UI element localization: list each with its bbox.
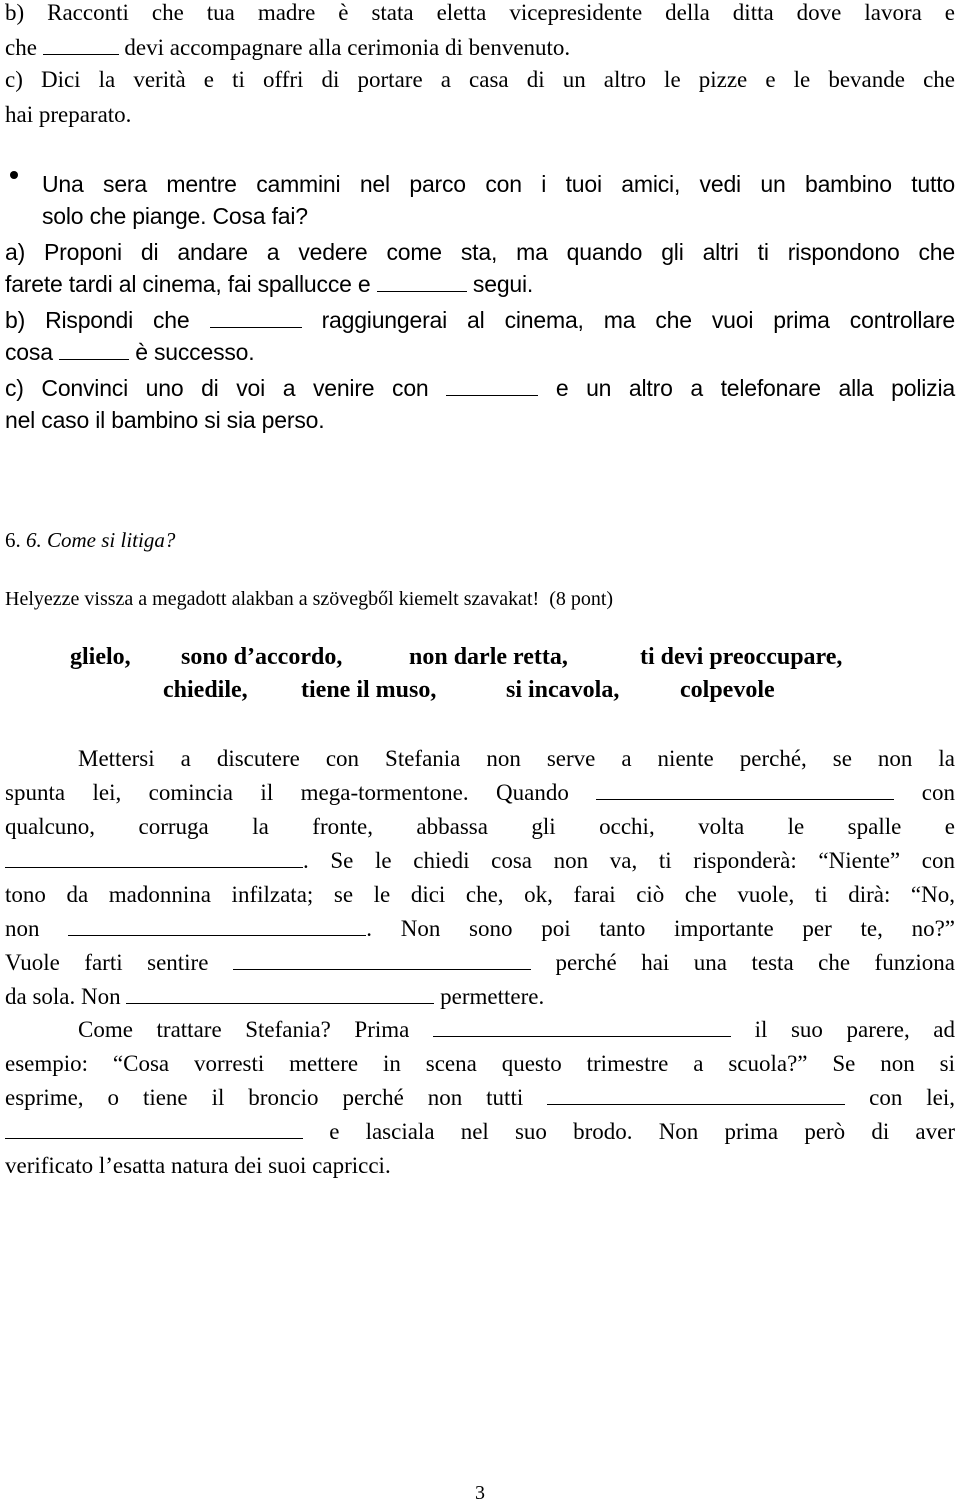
blank xyxy=(433,1014,731,1037)
text-line: spunta lei, comincia il mega-tormentone. Quando con xyxy=(5,777,955,809)
blank xyxy=(59,337,129,360)
answer-c-line2: nel caso il bambino si sia perso. xyxy=(5,407,325,433)
option-c-line2: hai preparato. xyxy=(5,102,132,127)
page-number: 3 xyxy=(475,1482,485,1504)
blank xyxy=(43,32,119,55)
text-line: . Se le chiedi cosa non va, ti risponderà: “Niente” con xyxy=(5,845,955,877)
question-line1: Una sera mentre cammini nel parco con i tuoi amici, vedi un bambino tutto xyxy=(42,171,955,197)
answer-b-line1: b) Rispondi che raggiungerai al cinema, ma che vuoi prima controllare xyxy=(5,307,955,333)
blank xyxy=(377,269,467,292)
text-line: verificato l’esatta natura dei suoi capricci. xyxy=(5,1153,391,1178)
word-bank-item: sono d’accordo, xyxy=(181,644,343,670)
text-line: da sola. Non permettere. xyxy=(5,981,955,1013)
blank xyxy=(210,305,302,328)
word-bank-item: non darle retta, xyxy=(409,644,568,670)
exercise-heading: 6. 6. Come si litiga? xyxy=(5,528,176,552)
word-bank-item: si incavola, xyxy=(506,677,620,703)
blank xyxy=(5,845,303,868)
text-line: Mettersi a discutere con Stefania non serve a niente perché, se non la xyxy=(78,746,955,771)
option-b-line1: b) Racconti che tua madre è stata eletta vicepresidente della ditta dove lavora e xyxy=(5,0,955,25)
blank xyxy=(547,1082,845,1105)
blank xyxy=(5,1116,303,1139)
blank xyxy=(446,373,538,396)
text-line: qualcuno, corruga la fronte, abbassa gli occhi, volta le spalle e xyxy=(5,814,955,839)
blank xyxy=(233,947,531,970)
text-line: non . Non sono poi tanto importante per te, no?” xyxy=(5,913,955,945)
word-bank-item: colpevole xyxy=(680,677,775,703)
text-line: esempio: “Cosa vorresti mettere in scena questo trimestre a scuola?” Se non si xyxy=(5,1051,955,1076)
answer-c-line1: c) Convinci uno di voi a venire con e un altro a telefonare alla polizia xyxy=(5,375,955,401)
blank xyxy=(596,777,894,800)
blank xyxy=(68,913,366,936)
text-line: tono da madonnina infilzata; se le dici che, ok, farai ciò che vuole, ti dirà: “No, xyxy=(5,882,955,907)
blank xyxy=(126,981,434,1004)
option-b-line2: che devi accompagnare alla cerimonia di benvenuto. xyxy=(5,32,955,64)
text-line: Vuole farti sentire perché hai una testa che funziona xyxy=(5,947,955,979)
word-bank-item: tiene il muso, xyxy=(301,677,437,703)
answer-b-line2: cosa è successo. xyxy=(5,339,255,365)
question-line2: solo che piange. Cosa fai? xyxy=(42,203,308,229)
answer-a-line1: a) Proponi di andare a vedere come sta, ma quando gli altri ti rispondono che xyxy=(5,239,955,265)
exercise-instruction: Helyezze vissza a megadott alakban a szövegből kiemelt szavakat! (8 pont) xyxy=(5,588,614,610)
word-bank-item: glielo, xyxy=(70,644,131,670)
word-bank-item: chiedile, xyxy=(163,677,248,703)
text-line: esprime, o tiene il broncio perché non tutti con lei, xyxy=(5,1082,955,1114)
text-line: e lasciala nel suo brodo. Non prima però di aver xyxy=(5,1116,955,1148)
bullet-icon xyxy=(10,171,18,179)
answer-a-line2: farete tardi al cinema, fai spallucce e segui. xyxy=(5,271,534,297)
option-c-line1: c) Dici la verità e ti offri di portare a casa di un altro le pizze e le bevande che xyxy=(5,67,955,92)
text-line: Come trattare Stefania? Prima il suo parere, ad xyxy=(78,1014,955,1046)
word-bank-item: ti devi preoccupare, xyxy=(640,644,843,670)
